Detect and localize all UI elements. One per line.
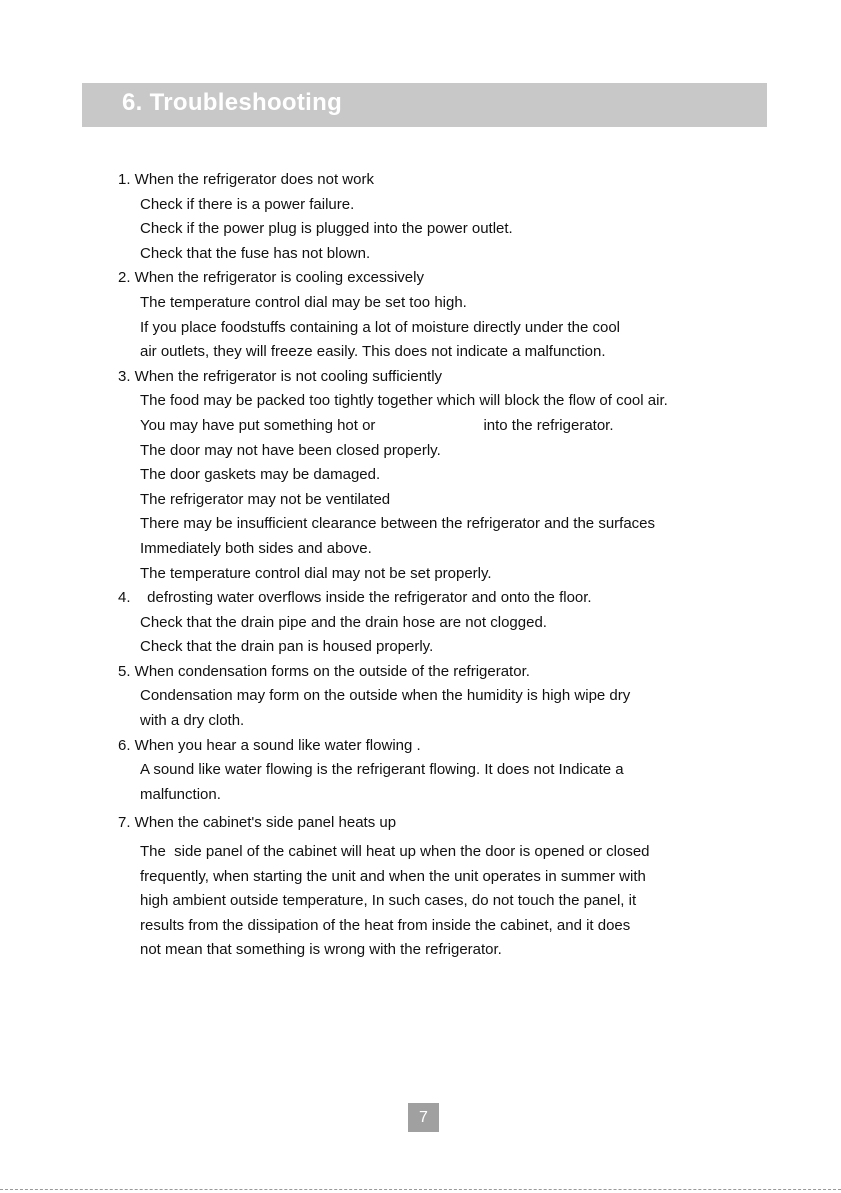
item-line: If you place foodstuffs containing a lot of moisture directly under the cool <box>140 318 620 336</box>
item-line: There may be insufficient clearance between the refrigerator and the surfaces <box>140 515 656 533</box>
item-line: The door gaskets may be damaged. <box>140 466 381 484</box>
item-line: The temperature control dial may not be set properly. <box>140 564 492 582</box>
item-line: Condensation may form on the outside when the humidity is high wipe dry <box>140 687 631 705</box>
item-line: results from the dissipation of the heat from inside the cabinet, and it does <box>140 916 631 934</box>
item-heading: 5. When condensation forms on the outside of the refrigerator. <box>118 662 530 680</box>
item-line: Check that the drain pan is housed properly. <box>140 638 434 656</box>
item-line: Immediately both sides and above. <box>140 539 372 557</box>
item-heading: 7. When the cabinet's side panel heats up <box>118 814 397 832</box>
item-line: with a dry cloth. <box>140 712 245 730</box>
troubleshooting-list <box>118 168 818 963</box>
item-line: air outlets, they will freeze easily. This does not indicate a malfunction. <box>140 343 606 361</box>
item-heading: 1. When the refrigerator does not work <box>118 171 374 188</box>
item-line: Check that the fuse has not blown. <box>140 244 371 262</box>
item-line: malfunction. <box>140 785 221 803</box>
item-line: The temperature control dial may be set too high. <box>140 293 467 311</box>
item-line: high ambient outside temperature, In such cases, do not touch the panel, it <box>140 892 637 910</box>
section-header-bar <box>82 83 767 127</box>
item-line: not mean that something is wrong with the refrigerator. <box>140 941 502 959</box>
bottom-divider <box>0 1189 841 1190</box>
item-line: The side panel of the cabinet will heat up when the door is opened or closed <box>140 843 650 861</box>
item-line: frequently, when starting the unit and when the unit operates in summer with <box>140 867 646 885</box>
item-line-split <box>118 414 818 439</box>
item-line-part: into the refrigerator. <box>483 416 614 434</box>
item-line: Check if the power plug is plugged into the power outlet. <box>140 220 513 238</box>
item-line: Check that the drain pipe and the drain hose are not clogged. <box>140 613 547 631</box>
item-heading: 2. When the refrigerator is cooling excessively <box>118 269 424 287</box>
page-number: 7 <box>408 1103 439 1132</box>
item-line: The food may be packed too tightly together which will block the flow of cool air. <box>140 392 668 410</box>
item-heading: 3. When the refrigerator is not cooling sufficiently <box>118 367 443 385</box>
item-line: Check if there is a power failure. <box>140 195 355 213</box>
item-line: A sound like water flowing is the refrigerant flowing. It does not Indicate a <box>140 761 624 779</box>
item-line-part: You may have put something hot or <box>140 416 376 434</box>
item-heading: 4. defrosting water overflows inside the refrigerator and onto the floor. <box>118 589 592 607</box>
item-heading: 6. When you hear a sound like water flowing . <box>118 736 421 754</box>
item-line: The door may not have been closed properly. <box>140 441 441 459</box>
item-line: The refrigerator may not be ventilated <box>140 490 391 508</box>
section-title: 6. Troubleshooting <box>122 89 343 116</box>
